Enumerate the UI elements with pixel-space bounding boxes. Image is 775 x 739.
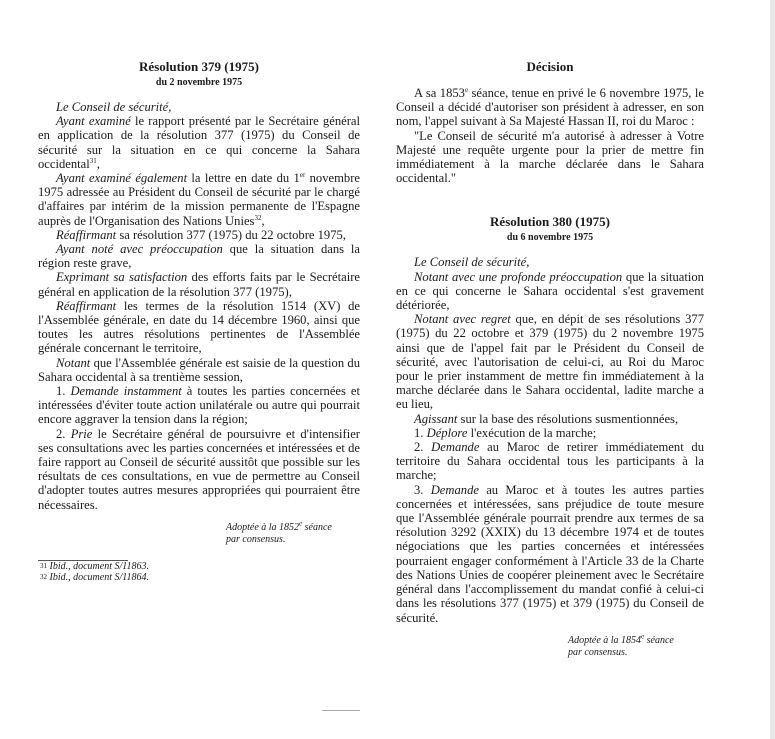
paragraph: Notant avec regret que, en dépit de ses résolutions 377 (1975) du 22 octobre et 379 (1975) du 2 novembre 1975 ainsi que de l'appel fait par le Président du Conseil de sécurité, avec l'autorisation de celui-ci, au Roi du Maroc pour le prier instamment de mettre fin immédiatement à la marche déclarée dans le Sahara occidental, ladite marche a eu lieu, (396, 312, 704, 412)
adoption-note: Adoptée à la 1854e séance par consensus. (568, 632, 674, 658)
resolution-379-title: Résolution 379 (1975) (139, 59, 259, 74)
paragraph: Réaffirmant sa résolution 377 (1975) du 22 octobre 1975, (56, 227, 346, 242)
decision-text: A sa 1853e séance, tenue en privé le 6 novembre 1975, le Conseil a décidé d'autoriser son président à adresser, en son nom, l'appel suivant à Sa Majesté Hassan II, roi du Maroc : (396, 85, 704, 129)
council-line: Le Conseil de sécurité, (414, 255, 530, 270)
paragraph: Ayant noté avec préoccupation que la situation dans la région reste grave, (38, 242, 360, 271)
page-bottom-rule (322, 710, 360, 711)
operative-paragraph-1: 1. Demande instamment à toutes les parties concernées et intéressées d'éviter toute action unilatérale ou autre qui pourrait encore aggraver la tension dans la région; (38, 384, 360, 427)
paragraph: Ayant examiné également la lettre en date du 1er novembre 1975 adressée au Président du Conseil de sécurité par le chargé d'affaires par intérim de la mission permanente de l'Espagne auprès de l'Organisation des Nations Unies$^{32}$, (38, 170, 360, 228)
paragraph: Exprimant sa satisfaction des efforts faits par le Secrétaire général en application de la résolution 377 (1975), (38, 270, 360, 299)
footnote: $^{32}$ Ibid., document S/11864. (40, 571, 150, 583)
paragraph: Notant avec une profonde préoccupation que la situation en ce qui concerne le Sahara occidental s'est gravement détériorée, (396, 269, 704, 313)
resolution-379-date: du 2 novembre 1975 (155, 77, 243, 88)
paragraph: Notant que l'Assemblée générale est saisie de la question du Sahara occidental à sa trentième session, (38, 355, 360, 384)
resolution-380-date: du 6 novembre 1975 (506, 232, 594, 244)
decision-title: Décision (526, 59, 574, 74)
operative-paragraph-1: 1. Déplore l'exécution de la marche; (414, 425, 597, 440)
operative-paragraph-2: 2. Prie le Secrétaire général de poursuivre et d'intensifier ses consultations avec les parties concernées et intéressées et de faire rapport au Conseil de sécurité aussitôt que possible sur les résultats de ces consultations, en vue de permettre au Conseil d'adopter toutes autres mesures appropriées qui pourraient être nécessaires. (38, 426, 361, 512)
paragraph: Ayant examiné le rapport présenté par le Secrétaire général en application de la résolution 377 (1975) du Conseil de sécurité sur la situation en ce qui concerne la Sahara occidental$^{31}$, (38, 114, 360, 171)
paragraph: Réaffirmant les termes de la résolution 1514 (XV) de l'Assemblée générale, en date du 14 décembre 1960, ainsi que toutes les autres résolutions pertinentes de l'Assemblée générale concernant le territoire, (38, 298, 360, 356)
adoption-note: Adoptée à la 1852e séance par consensus. (226, 519, 332, 545)
footnote: $^{31}$ Ibid., document S/11863. (40, 560, 150, 572)
paragraph: Agissant sur la base des résolutions susmentionnées, (414, 411, 679, 426)
operative-paragraph-3: 3. Demande au Maroc et à toutes les autres parties concernées et intéressées, sans préjudice de toute mesure que l'Assemblée générale pourrait prendre aux termes de sa résolution 3292 (XXIX) du 13 décembre 1974 et de toutes négociations que les parties concernées et intéressées pourraient engager conformément à l'Article 33 de la Charte des Nations Unies de coopérer pleinement avec le Secrétaire général dans l'accomplissement du mandat confié à celui-ci dans les résolutions 377 (1975) et 379 (1975) du Conseil de sécurité. (396, 482, 704, 625)
operative-paragraph-2: 2. Demande au Maroc de retirer immédiatement du territoire du Sahara occidental tous les participants à la marche; (396, 440, 704, 483)
left-column (38, 58, 360, 583)
resolution-380-title: Résolution 380 (1975) (490, 214, 610, 230)
right-column (396, 58, 704, 659)
council-line: Le Conseil de sécurité, (56, 100, 172, 114)
decision-quote: "Le Conseil de sécurité m'a autorisé à adresser à Votre Majesté une requête urgente pour la prier de mettre fin immédiatement à la marche déclarée dans le Sahara occidental." (396, 128, 704, 186)
page-edge (770, 0, 775, 739)
